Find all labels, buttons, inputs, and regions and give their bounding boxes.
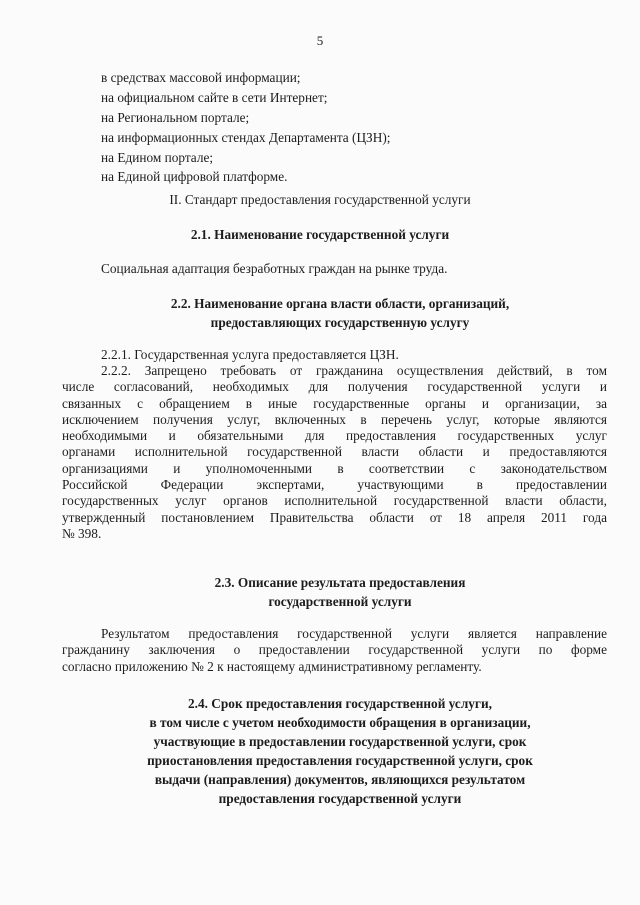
text-line: органами исполнительной государственной власти области и предоставляются [62,444,607,460]
text-line: гражданину заключения о предоставлении государственной услуги по форме [62,642,607,658]
list-item: на Региональном портале; [101,110,250,125]
text-line: исключением получения услуг, включенных в перечень услуг, которые являются [62,411,607,427]
list-item: в средствах массовой информации; [101,70,301,85]
heading-line: предоставления государственной услуги [218,791,462,806]
heading-line: 2.3. Описание результата предоставления [214,575,466,590]
heading-line: 2.2. Наименование органа власти области, организаций, [170,296,510,311]
heading-2-1 [60,225,580,244]
text-line: 2.2.2. Запрещено требовать от гражданина осуществления действий, в том [101,363,607,378]
heading-2-3 [60,573,620,611]
text-line: государственных услуг органов исполнительной государственной власти области, [62,493,607,509]
heading-2-2 [60,294,620,332]
list-item: на информационных стендах Департамента (ЦЗН); [101,130,391,145]
text-line: организациями и уполномоченными в соответствии с законодательством [62,460,607,476]
text-line: утвержденный постановлением Правительства области от 18 апреля 2011 года [62,509,607,525]
text-line: связанных с обращением в иные государственные органы и организации, за [62,395,607,411]
heading-line: предоставляющих государственную услугу [210,315,470,330]
page-number: 5 [316,33,324,48]
heading-line: в том числе с учетом необходимости обращения в организации, [149,715,531,730]
list-item: на официальном сайте в сети Интернет; [101,90,328,105]
text-line: № 398. [62,525,102,541]
heading-2-4 [60,694,620,808]
heading-line: 2.4. Срок предоставления государственной услуги, [188,696,492,711]
text-line: Результатом предоставления государственной услуги является направление [101,626,607,641]
section-title: II. Стандарт предоставления государственной услуги [169,192,471,207]
paragraph-2-2-2 [62,363,607,542]
text-line: необходимыми и обязательными для предоставления государственных услуг [62,428,607,444]
text-line: согласно приложению № 2 к настоящему административному регламенту. [62,658,482,674]
list-item: на Единой цифровой платформе. [101,169,288,184]
heading-line: участвующие в предоставлении государственной услуги, срок [153,734,527,749]
paragraph-2-3 [62,626,607,675]
heading-line: государственной услуги [268,594,412,609]
list-item: на Едином портале; [101,150,214,165]
paragraph-2-1: Социальная адаптация безработных граждан на рынке труда. [101,261,448,276]
paragraph-2-2-1: 2.2.1. Государственная услуга предоставляется ЦЗН. [101,347,399,362]
heading-line: приостановления предоставления государственной услуги, срок [147,753,533,768]
heading-line: выдачи (направления) документов, являющихся результатом [154,772,526,787]
text-line: числе согласований, необходимых для получения государственной услуги и [62,379,607,395]
text-line: Российской Федерации экспертами, участвующими в предоставлении [62,477,607,493]
heading-line: 2.1. Наименование государственной услуги [190,227,450,242]
